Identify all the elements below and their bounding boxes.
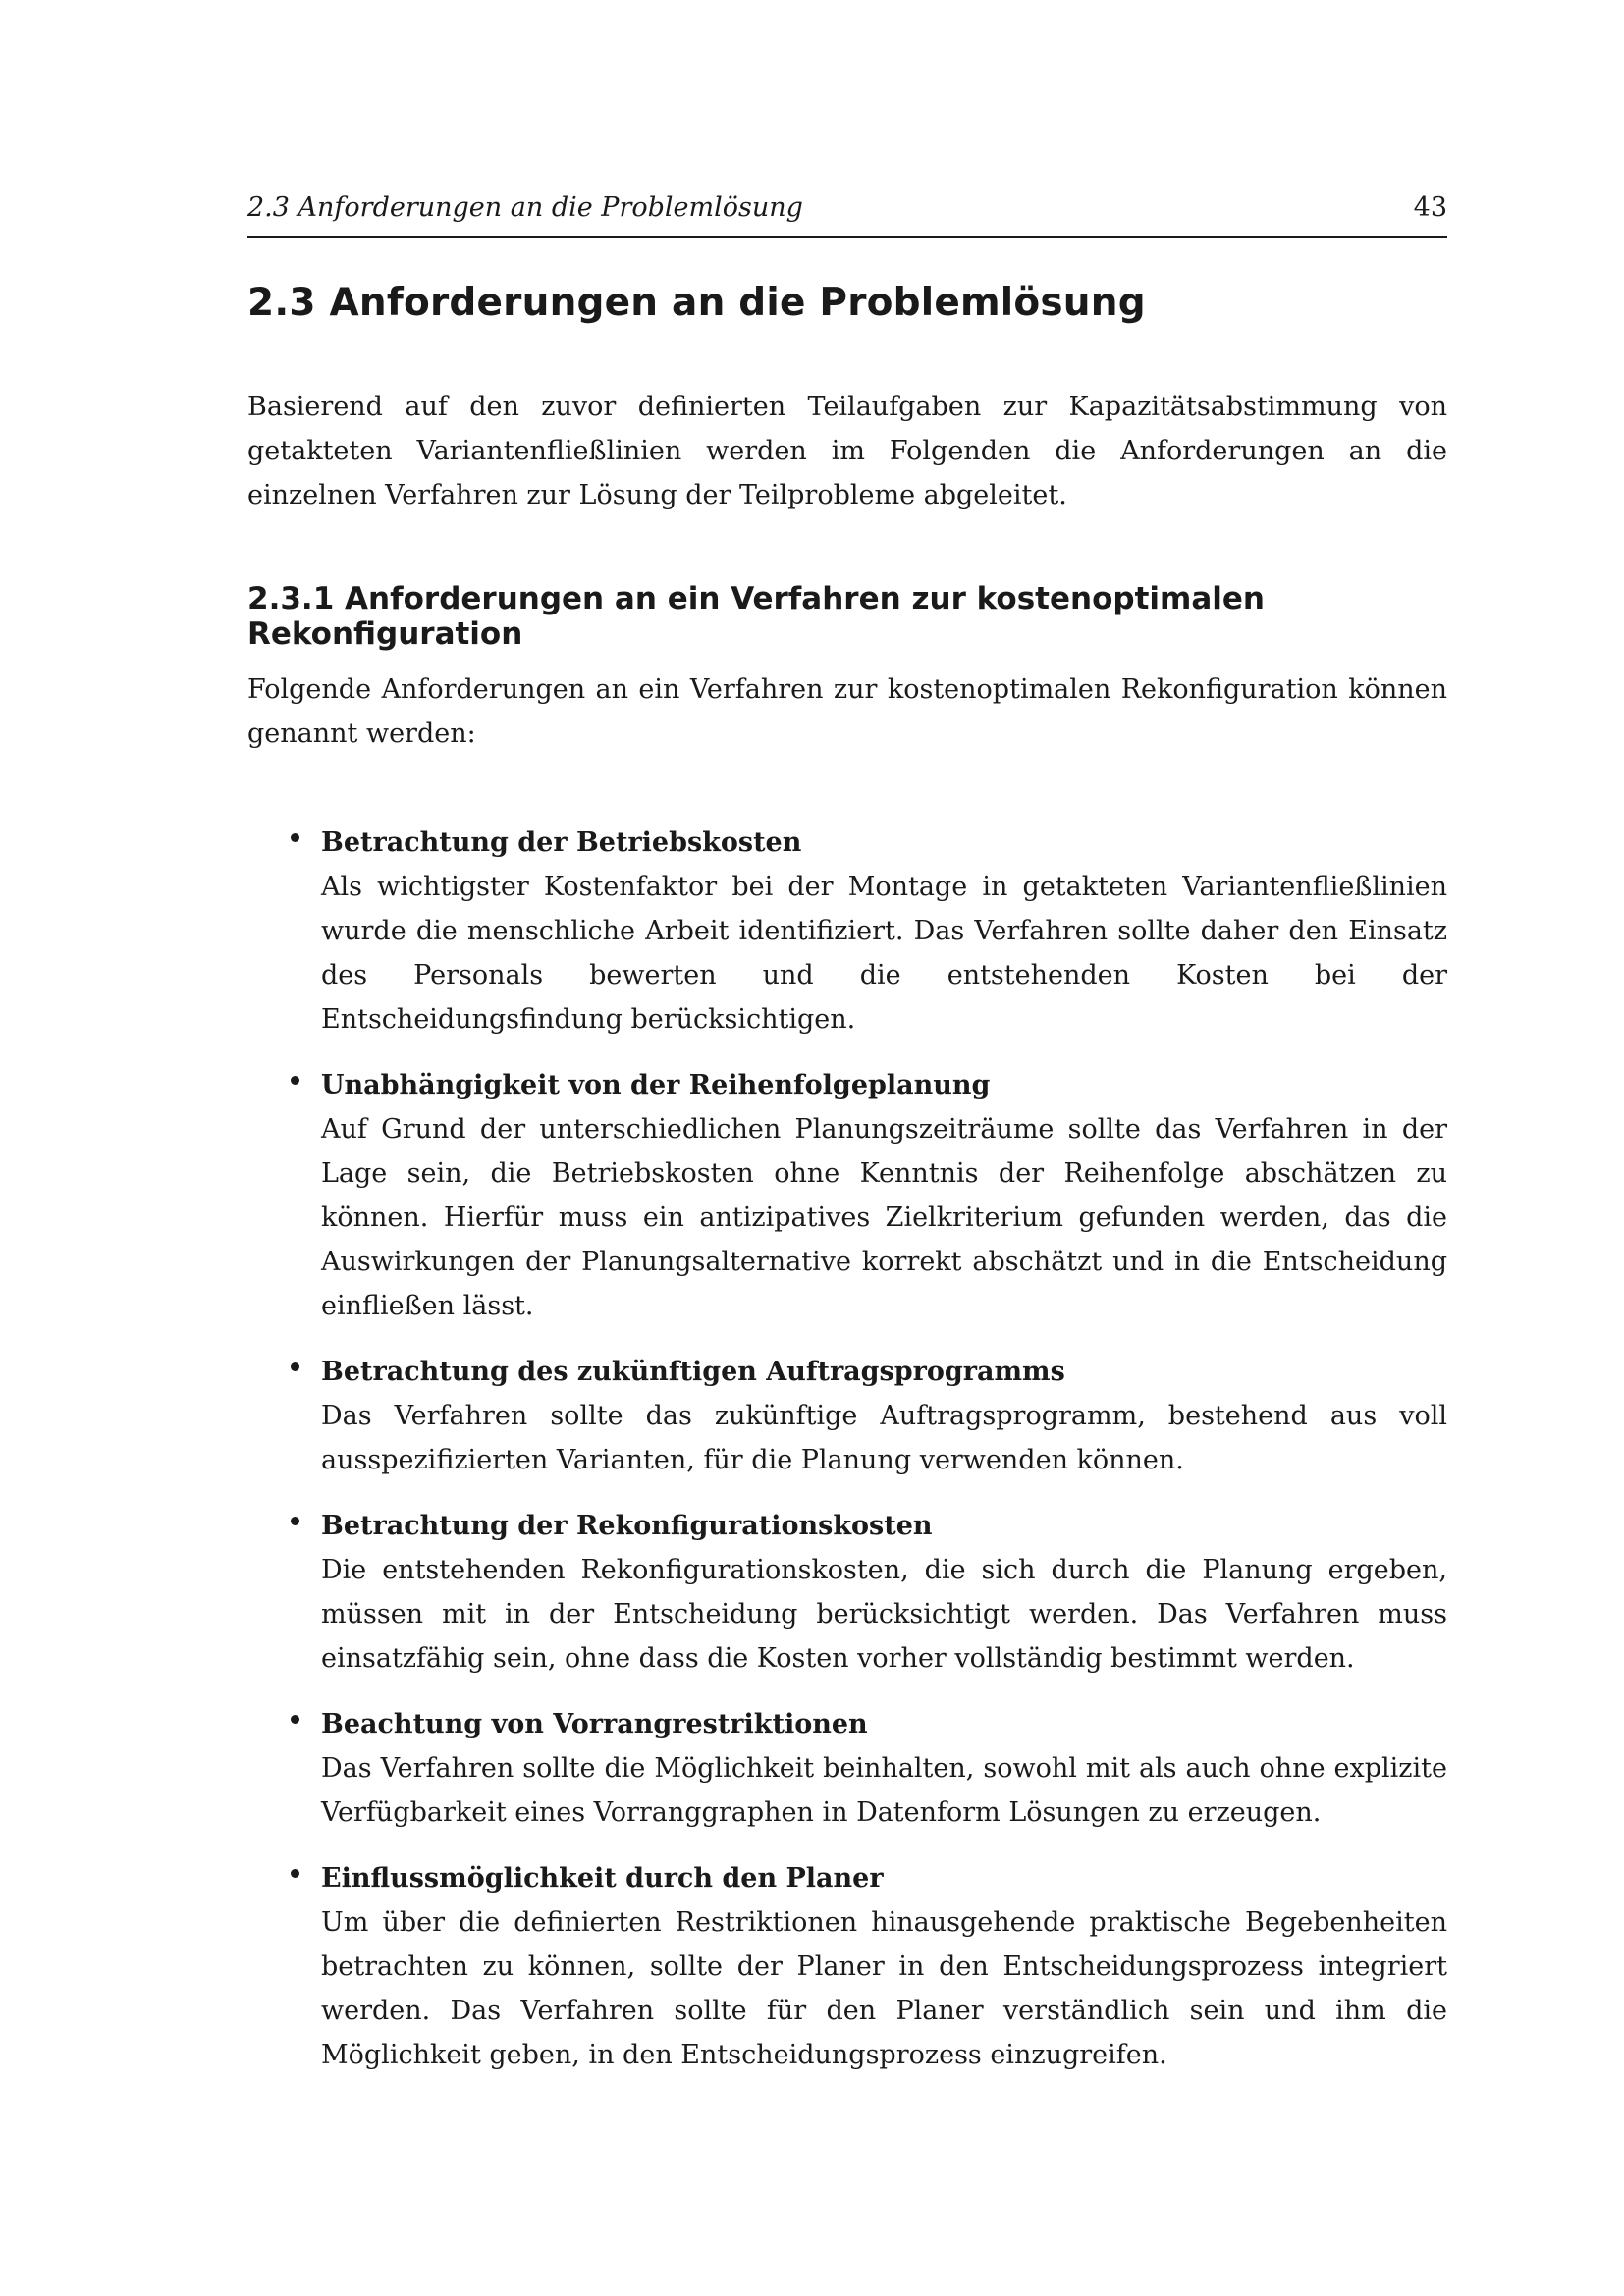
- running-header-title: 2.3 Anforderungen an die Problemlösung: [247, 192, 803, 223]
- list-item-text: Das Verfahren sollte das zukünftige Auftragsprogramm, bestehend aus voll ausspezifizierten Varianten, für die Planung verwenden können.: [321, 1401, 1447, 1475]
- list-item-text: Um über die definierten Restriktionen hinausgehende praktische Begebenheiten betrachten zu können, sollte der Planer in den Entscheidungsprozess integriert werden. Das Verfahren sollte für den Planer verständlich sein und ihm die Möglichkeit geben, in den Entscheidungsprozess einzugreifen.: [321, 1907, 1447, 2070]
- bullet-icon: [291, 1517, 299, 1525]
- list-item: [247, 1856, 1447, 2077]
- list-item: [247, 1504, 1447, 1681]
- list-item-title: Unabhängigkeit von der Reihenfolgeplanung: [321, 1070, 991, 1100]
- list-item-title: Betrachtung der Rekonfigurationskosten: [321, 1511, 933, 1541]
- document-page: [247, 0, 1447, 2296]
- requirements-list: [247, 821, 1447, 2099]
- bullet-icon: [291, 1715, 299, 1724]
- list-item-text: Die entstehenden Rekonfigurationskosten, die sich durch die Planung ergeben, müssen mit in der Entscheidung berücksichtigt werden. Das Verfahren muss einsatzfähig sein, ohne dass die Kosten vorher vollständig bestimmt werden.: [321, 1555, 1447, 1674]
- page-number: 43: [1413, 192, 1447, 223]
- subsection-lead-paragraph: Folgende Anforderungen an ein Verfahren zur kostenoptimalen Rekonfiguration können genannt werden:: [247, 674, 1447, 749]
- bullet-icon: [291, 833, 299, 842]
- bullet-icon: [291, 1869, 299, 1878]
- section-heading: 2.3 Anforderungen an die Problemlösung: [247, 281, 1146, 325]
- subsection-heading: 2.3.1 Anforderungen an ein Verfahren zur kostenoptimalen Rekonfiguration: [247, 581, 1265, 652]
- list-item: [247, 1063, 1447, 1328]
- section-intro-paragraph: Basierend auf den zuvor definierten Teilaufgaben zur Kapazitätsabstimmung von getakteten Variantenfließlinien werden im Folgenden die Anforderungen an die einzelnen Verfahren zur Lösung der Teilprobleme abgeleitet.: [247, 392, 1447, 510]
- list-item: [247, 821, 1447, 1041]
- list-item: [247, 1702, 1447, 1835]
- list-item-title: Einflussmöglichkeit durch den Planer: [321, 1863, 884, 1894]
- list-item-title: Betrachtung des zukünftigen Auftragsprogramms: [321, 1357, 1065, 1387]
- bullet-icon: [291, 1362, 299, 1371]
- list-item: [247, 1350, 1447, 1482]
- list-item-title: Betrachtung der Betriebskosten: [321, 828, 802, 858]
- list-item-text: Das Verfahren sollte die Möglichkeit beinhalten, sowohl mit als auch ohne explizite Verfügbarkeit eines Vorranggraphen in Datenform Lösungen zu erzeugen.: [321, 1753, 1447, 1828]
- list-item-title: Beachtung von Vorrangrestriktionen: [321, 1709, 868, 1739]
- list-item-text: Als wichtigster Kostenfaktor bei der Montage in getakteten Variantenfließlinien wurde die menschliche Arbeit identifiziert. Das Verfahren sollte daher den Einsatz des Personals bewerten und die entstehenden Kosten bei der Entscheidungsfindung berücksichtigen.: [321, 872, 1447, 1035]
- running-header: [247, 192, 1447, 238]
- bullet-icon: [291, 1076, 299, 1085]
- list-item-text: Auf Grund der unterschiedlichen Planungszeiträume sollte das Verfahren in der Lage sein, die Betriebskosten ohne Kenntnis der Reihenfolge abschätzen zu können. Hierfür muss ein antizipatives Zielkriterium gefunden werden, das die Auswirkungen der Planungsalternative korrekt abschätzt und in die Entscheidung einfließen lässt.: [321, 1114, 1447, 1321]
